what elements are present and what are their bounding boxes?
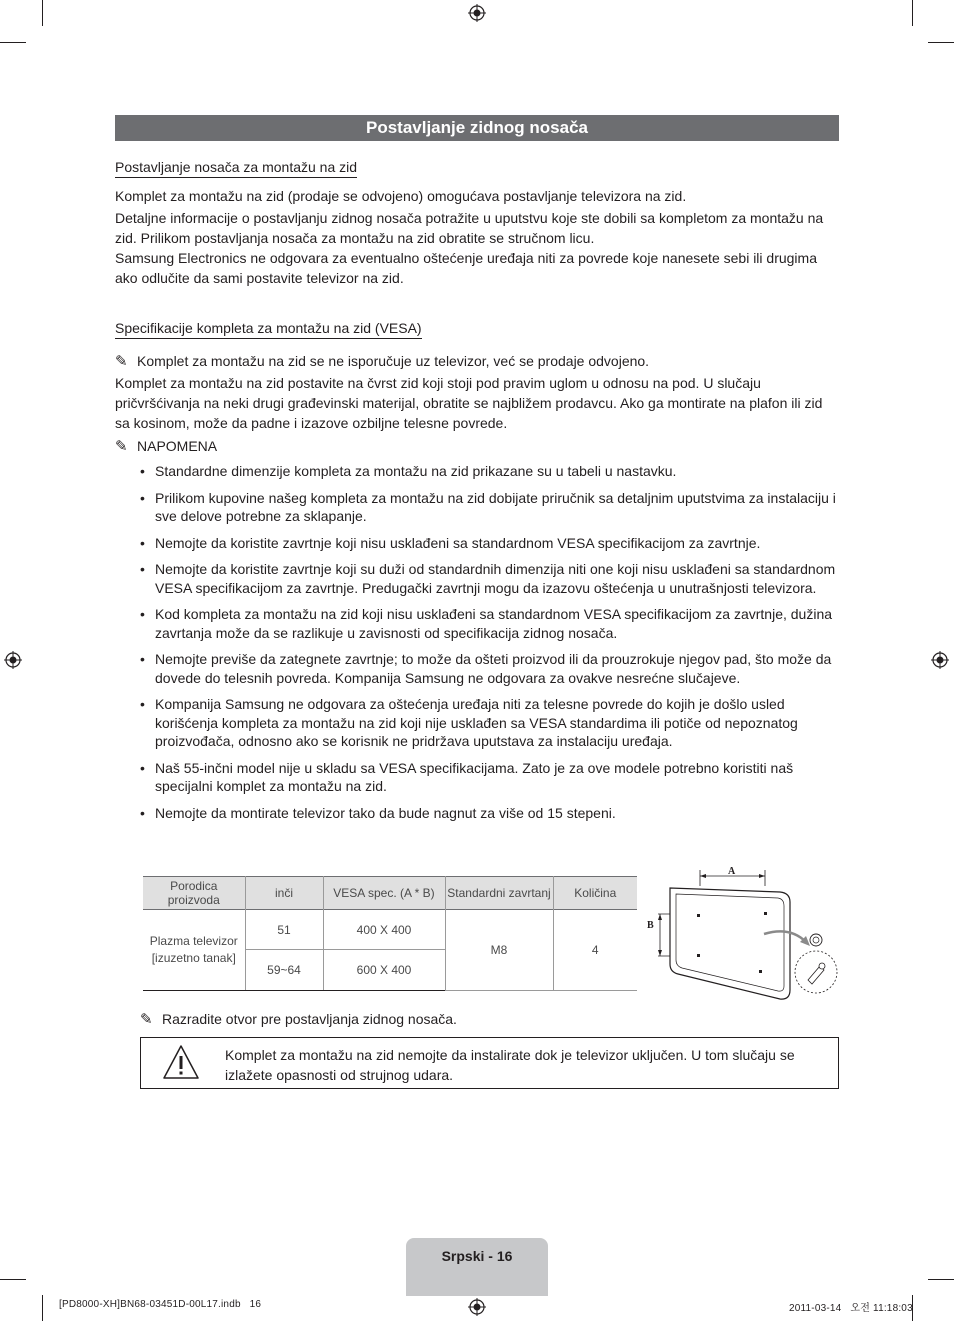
pencil-note-icon: ✎ [115, 438, 128, 455]
table-cell: 51 [245, 910, 323, 950]
table-header-cell: inči [245, 877, 323, 910]
registration-mark-icon [4, 651, 22, 669]
warning-box [140, 1037, 839, 1089]
crop-mark [0, 1279, 26, 1280]
vesa-spec-table [143, 876, 637, 991]
crop-mark [42, 0, 43, 26]
warning-triangle-icon [163, 1044, 199, 1080]
table-header-cell: Porodica proizvoda [143, 877, 245, 910]
note-label-text: NAPOMENA [137, 438, 218, 454]
table-cell: 400 X 400 [323, 910, 445, 950]
list-item: • Kod kompleta za montažu na zid koji nisu usklađeni sa standardnom VESA specifikacijom za zavrtnje, dužina zavrtanja može da se razlikuje u zavisnosti od specifikacija zidnog nosača. [140, 605, 840, 642]
note-text: Razradite otvor pre postavljanja zidnog nosača. [162, 1011, 457, 1027]
paragraph: Komplet za montažu na zid (prodaje se odvojeno) omogućava postavljanje televizora na zid. [115, 188, 687, 204]
table-cell: 59~64 [245, 950, 323, 991]
section-heading: Postavljanje nosača za montažu na zid [115, 158, 357, 178]
table-cell: 600 X 400 [323, 950, 445, 991]
note-text: Komplet za montažu na zid se ne isporučuje uz televizor, već se prodaje odvojeno. [137, 353, 650, 369]
list-item: • Nemojte previše da zategnete zavrtnje; to može da ošteti proizvod ili da prouzrokuje njegov pad, što može da dovede do telesnih povreda. Kompanija Samsung ne odgovara za ovakve nesrećne slučajeve. [140, 650, 840, 687]
dimension-label-a: A [728, 866, 736, 877]
registration-mark-icon [468, 1298, 486, 1316]
list-item: • Prilikom kupovine našeg kompleta za montažu na zid dobijate priručnik sa detaljnim uputstvima za instalaciju i sve delove potrebne za sklapanje. [140, 489, 840, 526]
note [140, 1009, 457, 1030]
table-header-cell: Količina [553, 877, 637, 910]
crop-mark [42, 1295, 43, 1321]
footer-timestamp: 2011-03-14 오전 11:18:03 [789, 1303, 913, 1314]
section-heading: Specifikacije kompleta za montažu na zid (VESA) [115, 319, 422, 339]
list-item: • Nemojte da koristite zavrtnje koji nisu usklađeni sa standardnom VESA specifikacijom za zavrtnje. [140, 534, 840, 553]
list-item: • Nemojte da montirate televizor tako da bude nagnut za više od 15 stepeni. [140, 804, 840, 823]
list-item: • Standardne dimenzije kompleta za montažu na zid prikazane su u tabeli u nastavku. [140, 462, 840, 481]
bullet-list [140, 462, 840, 830]
crop-mark [0, 42, 26, 43]
page-title: Postavljanje zidnog nosača [115, 115, 839, 141]
crop-mark [928, 42, 954, 43]
crop-mark [928, 1279, 954, 1280]
warning-text: Komplet za montažu na zid nemojte da instalirate dok je televizor uključen. U tom slučaju se izlažete opasnosti od strujnog udara. [225, 1047, 795, 1083]
registration-mark-icon [468, 4, 486, 22]
paragraph: Komplet za montažu na zid postavite na čvrst zid koji stoji pod pravim uglom u odnosu na pod. U slučaju pričvršćivanja na neki drugi građevinski materijal, obratite se najbližem prodavcu. Ako ga montirate na plafon ili zid sa kosinom, može da padne i izazove ozbiljne telesne povrede. [115, 375, 823, 431]
pencil-note-icon: ✎ [140, 1011, 153, 1028]
table-row [143, 910, 637, 950]
crop-mark [912, 0, 913, 26]
table-header-cell: Standardni zavrtanj [445, 877, 553, 910]
tv-back-diagram [640, 862, 840, 1002]
page-number-tab: Srpski - 16 [406, 1238, 548, 1296]
list-item: • Nemojte da koristite zavrtnje koji su duži od standardnih dimenzija niti one koji nisu usklađeni sa standardnom VESA specifikacijom za zavrtnje. Predugački zavrtnji mogu da izazovu oštećenja u unutrašnjosti televizora. [140, 560, 840, 597]
list-item: • Kompanija Samsung ne odgovara za oštećenja uređaja niti za telesne povrede do kojih je došlo usled korišćenja kompleta za montažu na zid koji nije usklađen sa VESA standardima ili potiče od nepoznatog proizvođača, odnosno ako se korisnik ne pridržava uputstava za instalaciju uređaja. [140, 695, 840, 751]
table-header-cell: VESA spec. (A * B) [323, 877, 445, 910]
registration-mark-icon [931, 651, 949, 669]
paragraph: Detaljne informacije o postavljanju zidnog nosača potražite u uputstvu koje ste dobili sa kompletom za montažu na zid. Prilikom postavljanja nosača za montažu na zid obratite se stručnom licu. [115, 210, 824, 246]
dimension-label-b: B [647, 920, 654, 931]
list-item: • Naš 55-inčni model nije u skladu sa VESA specifikacijama. Zato je za ove modele potrebno koristiti naš specijalni komplet za montažu na zid. [140, 759, 840, 796]
note-label [115, 436, 217, 457]
table-cell-screw: M8 [445, 910, 553, 991]
paragraph: Samsung Electronics ne odgovara za eventualno oštećenje uređaja niti za povrede koje nanesete sebi ili drugima ako odlučite da sami postavite televizor na zid. [115, 250, 817, 286]
note [115, 351, 649, 372]
pencil-note-icon: ✎ [115, 353, 128, 370]
table-cell-family: Plazma televizor [izuzetno tanak] [143, 910, 245, 991]
footer-file-info: [PD8000-XH]BN68-03451D-00L17.indb 16 [59, 1299, 262, 1310]
table-cell-quantity: 4 [553, 910, 637, 991]
table-header-row [143, 877, 637, 910]
